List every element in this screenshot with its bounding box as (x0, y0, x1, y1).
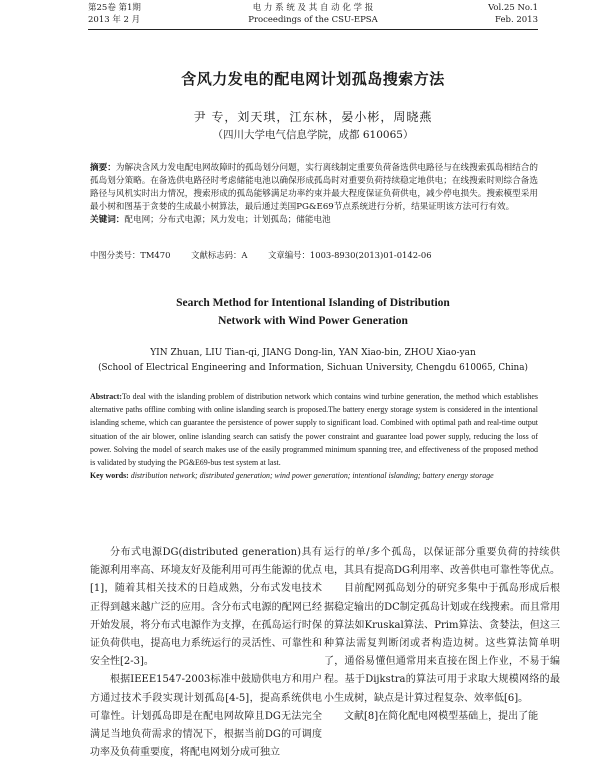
document-code: 文献标志码：A (191, 250, 248, 260)
keywords-en-text: distribution network; distributed generation; wind power generation; intentional islanding; battery energy storage (130, 471, 494, 481)
header-volume: 第25卷 第1期 (88, 3, 141, 13)
journal-name-en: Proceedings of the CSU-EPSA (248, 15, 378, 25)
header-center (88, 2, 538, 26)
paper-title-en-line1: Search Method for Intentional Islanding of Distribution (176, 297, 450, 309)
body-paragraph: 运行的单/多个孤岛，以保证部分重要负荷的持续供电，其具有提高DG利用率、改善供电可靠性等优点。 (324, 547, 561, 577)
keywords-en-label: Key words: (90, 471, 129, 481)
body-paragraph: 根据IEEE1547-2003标准中鼓励供电方和用户方通过技术手段实现计划孤岛[4-5]，提高系统供电可靠性。计划孤岛即是在配电网故障且DG无法完全满足当地负荷需求的情况下，根据当前DG的可调度功率及负荷重要度，将配电网划分成可独立 (90, 674, 322, 759)
body-column-left (90, 544, 322, 762)
body-paragraph: 文献[8]在简化配电网模型基础上，提出了能 (344, 710, 539, 722)
header-volume-en: Vol.25 No.1 (488, 3, 538, 13)
abstract-cn (90, 162, 538, 227)
body-paragraph: 分布式电源DG(distributed generation)具有能源利用率高、环境友好及能利用可再生能源的优点[1]，随着其相关技术的日趋成熟，分布式发电技术正得到越来越广泛的应用。含分布式电源的配网已经开始发展，将分布式电源作为支撑，在孤岛运行时保证负荷供电，提高电力系统运行的灵活性、可靠性和安全性[2-3]。 (90, 547, 322, 668)
header-rule (88, 29, 538, 30)
journal-name-cn: 电 力 系 统 及 其 自 动 化 学 报 (252, 3, 374, 13)
body-column-right (324, 544, 560, 726)
paper-title-cn: 含风力发电的配电网计划孤岛搜索方法 (181, 70, 445, 88)
header-right (488, 2, 538, 26)
abstract-en-label: Abstract: (90, 392, 122, 401)
header-date-en: Feb. 2013 (495, 15, 538, 25)
abstract-en (90, 390, 538, 482)
authors-en: YIN Zhuan, LIU Tian-qi, JIANG Dong-lin, YAN Xiao-bin, ZHOU Xiao-yan (150, 348, 476, 358)
running-header (88, 2, 538, 26)
article-number: 文章编号：1003-8930(2013)01-0142-06 (268, 250, 432, 260)
keywords-cn-label: 关键词： (90, 215, 125, 225)
authors-cn: 尹 专，刘天琪，江东林，晏小彬，周晓燕 (193, 110, 433, 124)
paper-title-en-line2: Network with Wind Power Generation (218, 315, 408, 327)
classification-row (90, 249, 450, 261)
abstract-en-text: To deal with the islanding problem of distribution network which contains wind turbine generation, the method which establishes alternative paths offline combing with online islanding search is proposed.The battery energy storage system is considered in the intentional islanding scheme, which can guarantee the persistence of power supply to significant load. Combined with optimal path and real-time output situation of the air blower, online islanding search can satisfy the power constraint and guarantee load power supply, reducing the loss of power. Solving the model of search makes use of the easily programmed minimum spanning tree, and effectiveness of the proposed method is validated by studying the PG&E69-bus test system at last. (90, 392, 538, 468)
affiliation-en: (School of Electrical Engineering and Information, Sichuan University, Chengdu 610065, China) (98, 363, 528, 373)
paper-title-en (88, 294, 538, 330)
clc-number: 中图分类号：TM470 (90, 250, 171, 260)
keywords-cn-text: 配电网；分布式电源；风力发电；计划孤岛；储能电池 (124, 215, 331, 225)
affiliation-cn: （四川大学电气信息学院，成都 610065） (212, 129, 414, 141)
header-date: 2013 年 2 月 (88, 15, 141, 25)
body-paragraph: 目前配网孤岛划分的研究多集中于孤岛形成后根据稳定输出的DC制定孤岛计划或在线搜索。而且常用的算法如Kruskal算法、Prim算法、贪婪法，但这三种算法需复判断闭或者构造边树。这些算法简单明了，通俗易懂但通常用来直接在图上作业，不易于编程。基于Dijkstra的算法可用于求取大规模网络的最小生成树，缺点是计算过程复杂、效率低[6]。 (324, 583, 560, 704)
abstract-cn-text: 为解决含风力发电配电网故障时的孤岛划分问题，实行离线制定重要负荷备选供电路径与在线搜索孤岛相结合的孤岛划分策略。在备选供电路径时考虑储能电池以确保形成孤岛时对重要负荷持续稳定地供电；在线搜索时则综合备选路径与风机实时出力情况，搜索形成的孤岛能够满足功率约束并最大程度保证负荷供电，减少停电损失。搜索模型采用最小树和图基于贪婪的生成最小树算法，最后通过美国PG&E69节点系统进行分析，结果证明该方法可行有效。 (90, 163, 538, 212)
abstract-cn-label: 摘要： (90, 163, 116, 173)
